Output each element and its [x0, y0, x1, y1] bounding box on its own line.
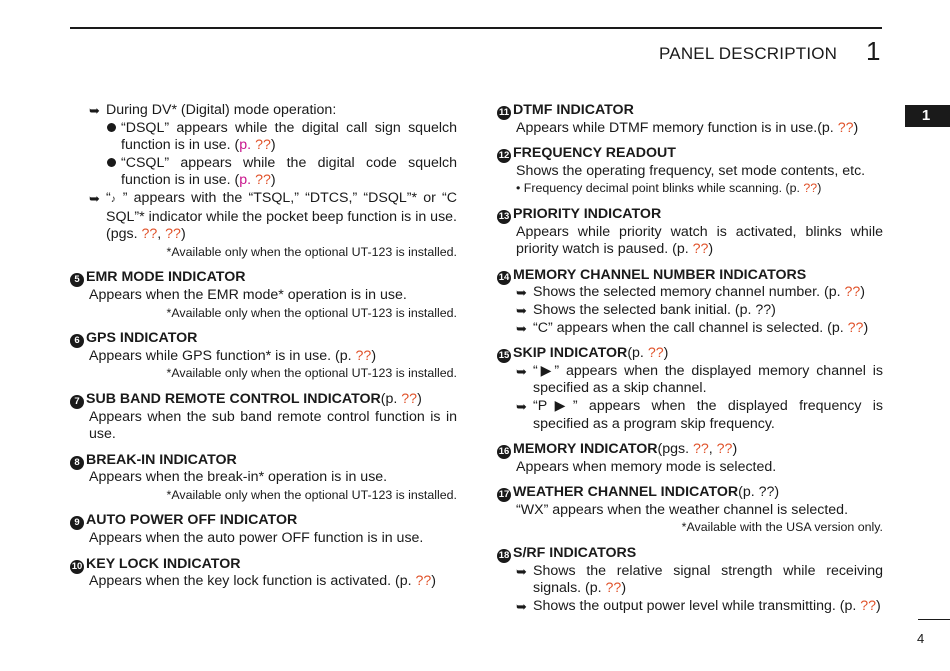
number-badge: 13: [498, 210, 510, 222]
left-column: [70, 102, 457, 599]
list-item: ➥ During DV* (Digital) mode operation:: [89, 102, 337, 118]
chapter-number: 1: [866, 36, 881, 66]
beep-icon: ♪: [110, 193, 116, 205]
section-heading: SUB BAND REMOTE CONTROL INDICATOR: [86, 390, 381, 407]
footer-rule: [918, 619, 950, 620]
auto-power-off-section: 9 AUTO POWER OFF INDICATOR Appears when the auto power OFF function is in use.: [70, 512, 457, 547]
number-badge: 17: [498, 489, 510, 501]
section-heading: MEMORY INDICATOR: [513, 441, 658, 458]
arrow-icon: ➥: [516, 320, 527, 336]
section-heading: KEY LOCK INDICATOR: [86, 555, 241, 572]
bullet-icon: [105, 155, 121, 190]
arrow-icon: ➥: [89, 103, 100, 118]
memory-indicator-section: 16 MEMORY INDICATOR (pgs. ??, ??) Appears when memory mode is selected.: [498, 441, 777, 475]
frequency-section: 12 FREQUENCY READOUT Shows the operating frequency, set mode contents, etc. • Frequency decimal point blinks while scanning. (p. ??): [498, 145, 866, 196]
arrow-icon: ➥: [516, 398, 527, 414]
number-badge: 12: [498, 150, 510, 162]
number-badge: 7: [70, 395, 84, 409]
list-item: ➥ Shows the relative signal strength while receiving signals. (p. ??): [516, 562, 883, 597]
arrow-icon: ➥: [516, 563, 527, 579]
list-item: ➥ Shows the output power level while transmitting. (p. ??): [516, 597, 881, 614]
number-badge: 10: [71, 560, 83, 572]
arrow-icon: ➥: [516, 302, 527, 318]
emr-section: 5 EMR MODE INDICATOR Appears when the EMR mode* operation is in use. *Available only when the optional UT-123 is installed.: [70, 269, 457, 322]
section-heading: MEMORY CHANNEL NUMBER INDICATORS: [513, 266, 807, 283]
footnote: *Available with the USA version only.: [681, 520, 883, 535]
chapter-tab: 1: [905, 105, 950, 127]
break-in-section: 8 BREAK-IN INDICATOR Appears when the break-in* operation is in use. *Available only when the optional UT-123 is installed.: [70, 452, 457, 505]
section-heading: S/RF INDICATORS: [513, 545, 637, 562]
section-heading: WEATHER CHANNEL INDICATOR: [513, 484, 739, 501]
list-item: ➥ “C” appears when the call channel is selected. (p. ??): [516, 319, 869, 336]
right-column: [497, 102, 883, 623]
footnote: *Available only when the optional UT-123 is installed.: [166, 244, 457, 259]
list-item: ➥ “♪ ” appears with the “TSQL,” “DTCS,” “DSQL”* or “C SQL”* indicator while the pocket beep function is in use. (pgs. ??, ??): [89, 189, 457, 243]
weather-section: 17 WEATHER CHANNEL INDICATOR (p. ??) “WX” appears when the weather channel is selected. *Available with the USA version only.: [497, 484, 883, 537]
header-rule: [70, 27, 882, 29]
number-badge: 5: [70, 273, 84, 287]
section-heading: BREAK-IN INDICATOR: [86, 451, 237, 468]
sub-band-section: 7 SUB BAND REMOTE CONTROL INDICATOR (p. ??) Appears when the sub band remote control function is in use.: [70, 391, 457, 444]
number-badge: 9: [70, 516, 84, 530]
section-heading: FREQUENCY READOUT: [513, 145, 676, 162]
footnote: *Available only when the optional UT-123 is installed.: [166, 366, 457, 381]
list-item: ➥ Shows the selected bank initial. (p. ??): [516, 301, 776, 318]
arrow-icon: ➥: [516, 363, 527, 379]
list-item: ➥ “▶” appears when the displayed memory channel is specified as a skip channel.: [516, 362, 883, 397]
footnote: *Available only when the optional UT-123 is installed.: [166, 305, 457, 320]
section-heading: GPS INDICATOR: [86, 330, 198, 347]
section-heading: AUTO POWER OFF INDICATOR: [86, 512, 298, 529]
key-lock-section: 10 KEY LOCK INDICATOR Appears when the key lock function is activated. (p. ??): [71, 555, 437, 590]
section-heading: PRIORITY INDICATOR: [513, 205, 662, 222]
section-heading: DTMF INDICATOR: [513, 102, 634, 118]
list-item: “DSQL” appears while the digital call sign squelch function is in use. (p. ??): [89, 120, 457, 155]
section-heading: SKIP INDICATOR: [513, 345, 628, 362]
memory-channel-section: [497, 267, 883, 337]
list-item: “CSQL” appears while the digital code squelch function is in use. (p. ??): [89, 155, 457, 190]
arrow-icon: ➥: [516, 598, 527, 614]
number-badge: 18: [498, 550, 510, 562]
section-heading: EMR MODE INDICATOR: [86, 269, 246, 286]
number-badge: 16: [498, 446, 510, 458]
number-badge: 6: [70, 334, 84, 348]
footnote: *Available only when the optional UT-123 is installed.: [166, 487, 457, 502]
number-badge: 14: [498, 271, 510, 283]
arrow-icon: ➥: [516, 285, 527, 301]
bullet-icon: [105, 120, 121, 155]
page-number: 4: [917, 631, 925, 646]
dtmf-section: 11 DTMF INDICATOR Appears while DTMF memory function is in use.(p. ??): [498, 102, 859, 136]
gps-section: 6 GPS INDICATOR Appears while GPS function* is in use. (p. ??) *Available only when the optional UT-123 is installed.: [70, 330, 457, 383]
number-badge: 15: [498, 350, 510, 362]
list-item: ➥ Shows the selected memory channel number. (p. ??): [516, 284, 866, 301]
priority-section: 13 PRIORITY INDICATOR Appears while priority watch is activated, blinks while priority watch is paused. (p. ??): [498, 205, 883, 258]
number-badge: 11: [498, 107, 510, 118]
srf-section: [497, 545, 883, 615]
skip-section: 15 SKIP INDICATOR (p. ??) ➥ “▶” appears when the displayed memory channel is specified as a skip channel. ➥ “P▶” appears when the displayed frequency is specified as a program skip frequency.: [498, 345, 883, 432]
arrow-icon: ➥: [89, 190, 100, 206]
number-badge: 8: [70, 456, 84, 470]
list-item: ➥ “P▶” appears when the displayed frequency is specified as a program skip frequency.: [516, 397, 883, 432]
page-title: PANEL DESCRIPTION: [659, 44, 838, 63]
dv-mode-section: [70, 102, 457, 261]
